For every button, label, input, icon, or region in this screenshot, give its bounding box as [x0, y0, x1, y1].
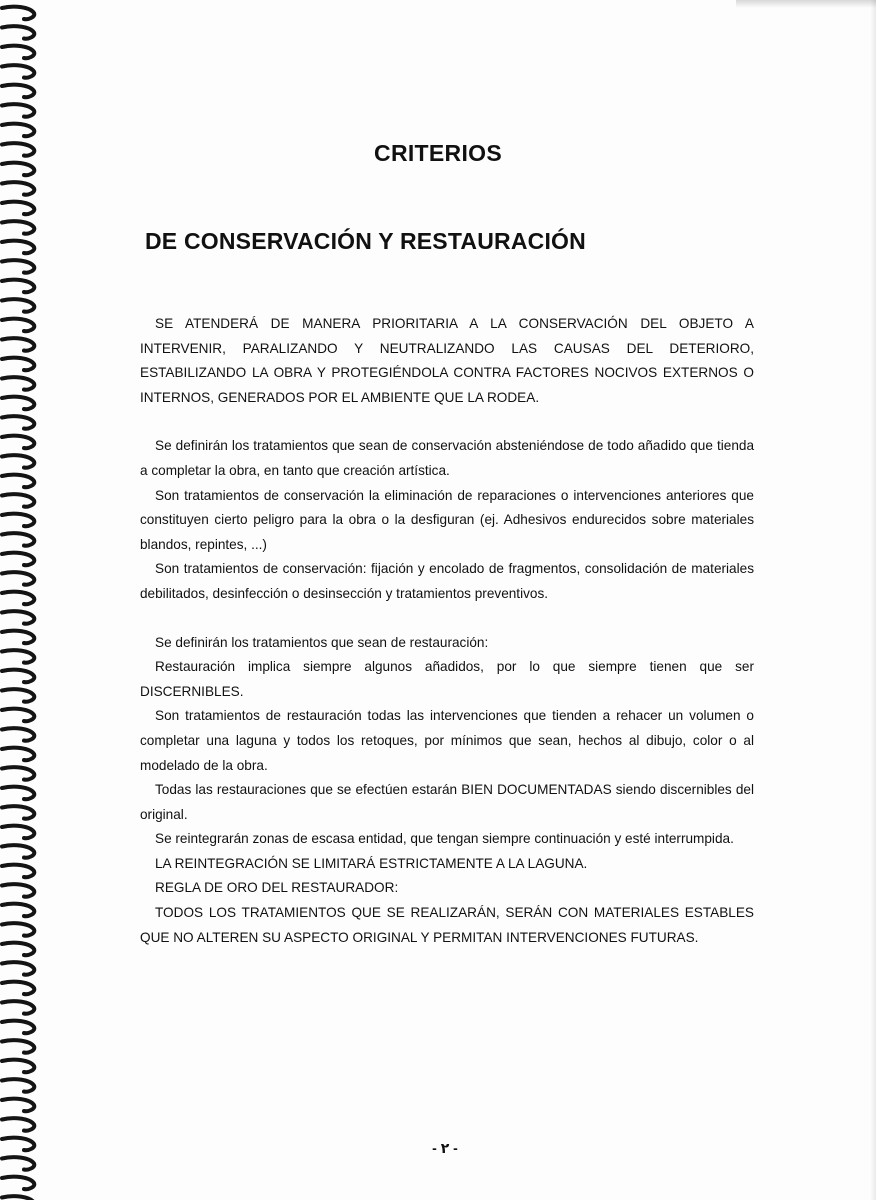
spiral-coil	[2, 650, 34, 663]
page-corner-shadow	[736, 0, 876, 8]
spiral-coil	[2, 884, 34, 897]
paragraph-golden-rule: TODOS LOS TRATAMIENTOS QUE SE REALIZARÁN, SERÁN CON MATERIALES ESTABLES QUE NO ALTEREN SU ASPECTO ORIGINAL Y PERMITAN INTERVENCIONES FUTURAS.	[140, 905, 754, 945]
spiral-coil	[2, 260, 34, 273]
spiral-coil	[2, 728, 34, 741]
spiral-coil	[2, 397, 34, 410]
spiral-coil	[2, 299, 34, 312]
spiral-coil	[2, 806, 34, 819]
spiral-coil	[2, 163, 34, 176]
spiral-coil	[2, 104, 34, 117]
spiral-coil	[2, 1177, 34, 1190]
paragraph-golden-rule-heading: REGLA DE ORO DEL RESTAURADOR:	[155, 880, 399, 896]
paragraph-restoration-3: Son tratamientos de restauración todas las intervenciones que tienden a rehacer un volumen o completar una laguna y todos los retoques, por mínimos que sean, hechos al dibujo, color o al modelado de la obra.	[140, 708, 754, 773]
spiral-coil	[2, 377, 34, 390]
spiral-coil	[2, 631, 34, 644]
spiral-coil	[2, 124, 34, 137]
spiral-coil	[2, 436, 34, 449]
spiral-coil	[2, 319, 34, 332]
spiral-coil	[2, 7, 34, 20]
spiral-coil	[2, 416, 34, 429]
spiral-coil	[2, 514, 34, 527]
spiral-coil	[2, 1099, 34, 1112]
spiral-coil	[2, 475, 34, 488]
spiral-coil	[2, 709, 34, 722]
spiral-coil	[2, 904, 34, 917]
spiral-coil	[2, 26, 34, 39]
spiral-coil	[2, 533, 34, 546]
body-text	[140, 312, 754, 950]
spiral-coil	[2, 689, 34, 702]
spiral-coil	[2, 670, 34, 683]
spiral-coil	[2, 1157, 34, 1170]
spiral-coil	[2, 826, 34, 839]
spiral-coil	[2, 553, 34, 566]
spiral-coil	[2, 1118, 34, 1131]
spiral-coil	[2, 182, 34, 195]
spiral-coil	[2, 280, 34, 293]
spiral-coil	[2, 494, 34, 507]
paragraph-restoration-4: Todas las restauraciones que se efectúen estarán BIEN DOCUMENTADAS siendo discernibles del original.	[140, 782, 754, 822]
spiral-coil	[2, 943, 34, 956]
paragraph-conservation-1: Se definirán los tratamientos que sean de conservación absteniéndose de todo añadido que tienda a completar la obra, en tanto que creación artística.	[140, 438, 754, 478]
paragraph-restoration-5: Se reintegrarán zonas de escasa entidad, que tengan siempre continuación y esté interrumpida.	[155, 831, 734, 847]
spiral-coil	[2, 338, 34, 351]
spiral-coil	[2, 787, 34, 800]
page-subtitle: DE CONSERVACIÓN Y RESTAURACIÓN	[145, 228, 586, 254]
spiral-coil	[2, 592, 34, 605]
spiral-coil	[2, 241, 34, 254]
spiral-coil	[2, 1060, 34, 1073]
spiral-coil	[2, 455, 34, 468]
spiral-coil	[2, 1021, 34, 1034]
page-edge-shadow	[870, 0, 876, 1200]
spiral-coil	[2, 358, 34, 371]
spiral-coil	[2, 1196, 34, 1200]
paragraph-restoration-2: Restauración implica siempre algunos añadidos, por lo que siempre tienen que ser DISCERNIBLES.	[140, 659, 754, 699]
spiral-coil	[2, 1001, 34, 1014]
spiral-binding	[0, 0, 44, 1200]
spiral-coil	[2, 46, 34, 59]
spiral-coil	[2, 221, 34, 234]
paragraph-conservation-3: Son tratamientos de conservación: fijación y encolado de fragmentos, consolidación de materiales debilitados, desinfección o desinsección y tratamientos preventivos.	[140, 561, 754, 601]
spiral-coil	[2, 1079, 34, 1092]
spiral-coil	[2, 85, 34, 98]
spiral-coil	[2, 1040, 34, 1053]
spiral-coil	[2, 65, 34, 78]
paragraph-conservation-2: Son tratamientos de conservación la eliminación de reparaciones o intervenciones anteriores que constituyen cierto peligro para la obra o la desfiguran (ej. Adhesivos endurecidos sobre materiales blandos, repintes, ...)	[140, 487, 754, 552]
spiral-coil	[2, 748, 34, 761]
spiral-coil	[2, 865, 34, 878]
paragraph-reintegration: LA REINTEGRACIÓN SE LIMITARÁ ESTRICTAMENTE A LA LAGUNA.	[155, 855, 588, 871]
spiral-coil	[2, 143, 34, 156]
spiral-coil	[2, 202, 34, 215]
spiral-coil	[2, 845, 34, 858]
spiral-coil	[2, 611, 34, 624]
spiral-coil	[2, 982, 34, 995]
spiral-coil	[2, 767, 34, 780]
spiral-coil	[2, 923, 34, 936]
paragraph-restoration-1: Se definirán los tratamientos que sean de restauración:	[155, 634, 489, 650]
spiral-coil	[2, 1138, 34, 1151]
paragraph-intro: SE ATENDERÁ DE MANERA PRIORITARIA A LA CONSERVACIÓN DEL OBJETO A INTERVENIR, PARALIZANDO Y NEUTRALIZANDO LAS CAUSAS DEL DETERIORO, ESTABILIZANDO LA OBRA Y PROTEGIÉNDOLA CONTRA FACTORES NOCIVOS EXTERNOS O INTERNOS, GENERADOS POR EL AMBIENTE QUE LA RODEA.	[140, 316, 754, 405]
spiral-coil	[2, 962, 34, 975]
page-number: - ٢ -	[432, 1140, 458, 1156]
spiral-coil	[2, 572, 34, 585]
page-title: CRITERIOS	[374, 140, 502, 166]
